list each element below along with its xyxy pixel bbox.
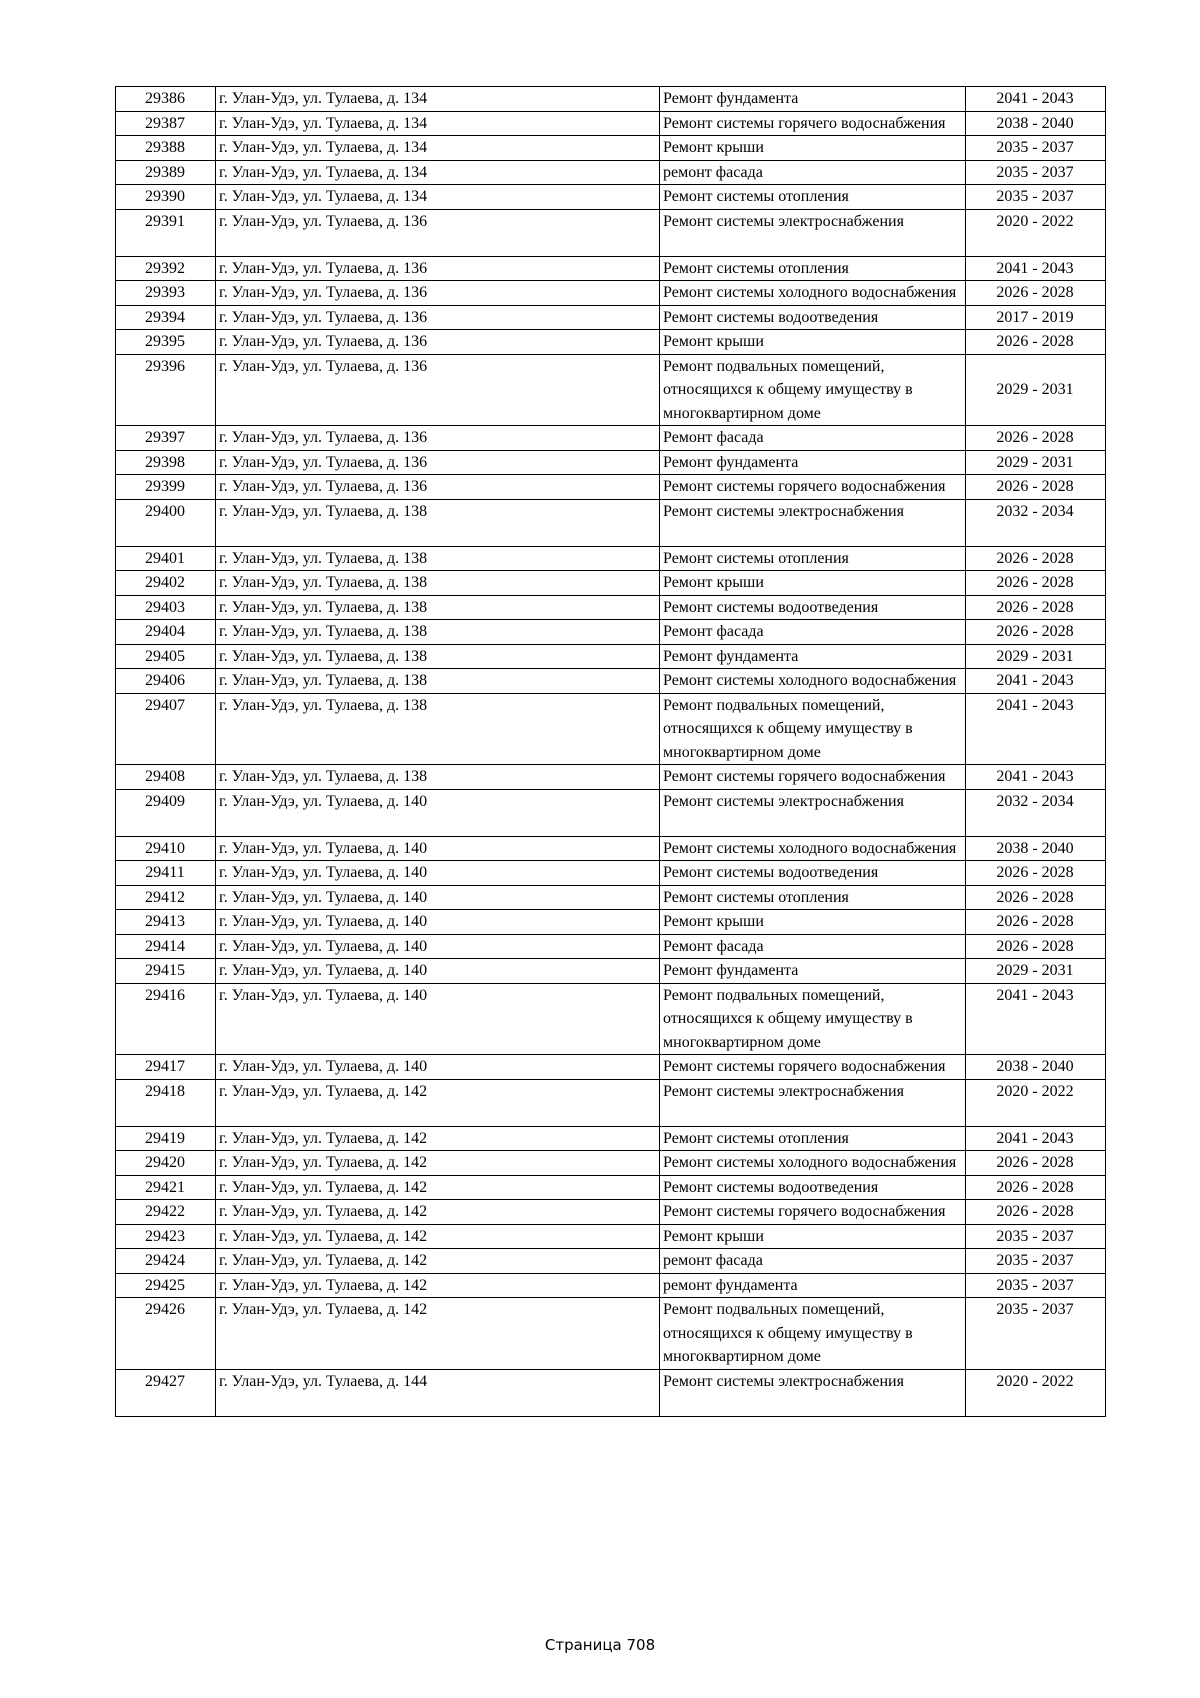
row-number: 29417: [116, 1055, 216, 1080]
row-number: 29402: [116, 571, 216, 596]
row-number: 29388: [116, 136, 216, 161]
table-row: [116, 185, 1106, 210]
address-cell: г. Улан-Удэ, ул. Тулаева, д. 140: [216, 836, 660, 861]
row-number: 29386: [116, 87, 216, 112]
period-cell: 2041 - 2043: [966, 256, 1106, 281]
row-number: 29397: [116, 426, 216, 451]
address-cell: г. Улан-Удэ, ул. Тулаева, д. 140: [216, 959, 660, 984]
period-cell: 2026 - 2028: [966, 620, 1106, 645]
period-cell: 2035 - 2037: [966, 136, 1106, 161]
address-cell: г. Улан-Удэ, ул. Тулаева, д. 134: [216, 185, 660, 210]
row-number: 29396: [116, 354, 216, 426]
table-row: [116, 160, 1106, 185]
address-cell: г. Улан-Удэ, ул. Тулаева, д. 140: [216, 1055, 660, 1080]
period-cell: 2026 - 2028: [966, 330, 1106, 355]
row-number: 29403: [116, 595, 216, 620]
address-cell: г. Улан-Удэ, ул. Тулаева, д. 138: [216, 765, 660, 790]
period-cell: 2020 - 2022: [966, 1079, 1106, 1126]
address-cell: г. Улан-Удэ, ул. Тулаева, д. 138: [216, 693, 660, 765]
work-type-cell: Ремонт фундамента: [660, 959, 966, 984]
period-cell: 2026 - 2028: [966, 595, 1106, 620]
period-cell: 2026 - 2028: [966, 885, 1106, 910]
address-cell: г. Улан-Удэ, ул. Тулаева, д. 142: [216, 1126, 660, 1151]
row-number: 29394: [116, 305, 216, 330]
period-cell: 2041 - 2043: [966, 1126, 1106, 1151]
period-cell: 2029 - 2031: [966, 959, 1106, 984]
repair-schedule-body: [116, 87, 1106, 1417]
table-row: [116, 1249, 1106, 1274]
period-cell: 2026 - 2028: [966, 281, 1106, 306]
table-row: [116, 136, 1106, 161]
row-number: 29404: [116, 620, 216, 645]
address-cell: г. Улан-Удэ, ул. Тулаева, д. 136: [216, 281, 660, 306]
period-cell: 2035 - 2037: [966, 1224, 1106, 1249]
table-row: [116, 1298, 1106, 1370]
address-cell: г. Улан-Удэ, ул. Тулаева, д. 144: [216, 1369, 660, 1416]
row-number: 29393: [116, 281, 216, 306]
period-cell: 2026 - 2028: [966, 475, 1106, 500]
work-type-cell: Ремонт системы холодного водоснабжения: [660, 1151, 966, 1176]
table-row: [116, 1175, 1106, 1200]
table-row: [116, 1224, 1106, 1249]
period-cell: 2041 - 2043: [966, 983, 1106, 1055]
row-number: 29421: [116, 1175, 216, 1200]
table-row: [116, 87, 1106, 112]
table-row: [116, 281, 1106, 306]
row-number: 29422: [116, 1200, 216, 1225]
period-cell: 2026 - 2028: [966, 1200, 1106, 1225]
work-type-cell: Ремонт системы электроснабжения: [660, 499, 966, 546]
row-number: 29412: [116, 885, 216, 910]
table-row: [116, 571, 1106, 596]
page-number: Страница 708: [544, 1636, 656, 1654]
period-cell: 2026 - 2028: [966, 546, 1106, 571]
address-cell: г. Улан-Удэ, ул. Тулаева, д. 136: [216, 330, 660, 355]
work-type-cell: Ремонт системы электроснабжения: [660, 789, 966, 836]
work-type-cell: Ремонт подвальных помещений, относящихся к общему имуществу в многоквартирном доме: [660, 354, 966, 426]
period-cell: 2035 - 2037: [966, 1249, 1106, 1274]
address-cell: г. Улан-Удэ, ул. Тулаева, д. 140: [216, 789, 660, 836]
period-cell: 2035 - 2037: [966, 160, 1106, 185]
period-cell: 2026 - 2028: [966, 1151, 1106, 1176]
period-cell: 2035 - 2037: [966, 185, 1106, 210]
work-type-cell: Ремонт системы горячего водоснабжения: [660, 765, 966, 790]
work-type-cell: Ремонт системы холодного водоснабжения: [660, 836, 966, 861]
address-cell: г. Улан-Удэ, ул. Тулаева, д. 142: [216, 1249, 660, 1274]
table-row: [116, 644, 1106, 669]
row-number: 29427: [116, 1369, 216, 1416]
row-number: 29389: [116, 160, 216, 185]
table-row: [116, 1126, 1106, 1151]
period-cell: 2041 - 2043: [966, 669, 1106, 694]
row-number: 29387: [116, 111, 216, 136]
work-type-cell: Ремонт системы водоотведения: [660, 861, 966, 886]
row-number: 29390: [116, 185, 216, 210]
row-number: 29407: [116, 693, 216, 765]
table-row: [116, 330, 1106, 355]
address-cell: г. Улан-Удэ, ул. Тулаева, д. 136: [216, 209, 660, 256]
period-cell: 2035 - 2037: [966, 1273, 1106, 1298]
work-type-cell: Ремонт системы отопления: [660, 546, 966, 571]
work-type-cell: Ремонт системы водоотведения: [660, 595, 966, 620]
address-cell: г. Улан-Удэ, ул. Тулаева, д. 136: [216, 256, 660, 281]
work-type-cell: Ремонт фасада: [660, 620, 966, 645]
row-number: 29414: [116, 934, 216, 959]
row-number: 29400: [116, 499, 216, 546]
row-number: 29420: [116, 1151, 216, 1176]
period-cell: 2029 - 2031: [966, 644, 1106, 669]
row-number: 29395: [116, 330, 216, 355]
table-row: [116, 450, 1106, 475]
address-cell: г. Улан-Удэ, ул. Тулаева, д. 138: [216, 669, 660, 694]
work-type-cell: Ремонт подвальных помещений, относящихся к общему имуществу в многоквартирном доме: [660, 693, 966, 765]
row-number: 29392: [116, 256, 216, 281]
work-type-cell: Ремонт системы горячего водоснабжения: [660, 1200, 966, 1225]
table-row: [116, 1369, 1106, 1416]
table-row: [116, 765, 1106, 790]
table-row: [116, 983, 1106, 1055]
table-row: [116, 836, 1106, 861]
work-type-cell: Ремонт системы отопления: [660, 256, 966, 281]
row-number: 29413: [116, 910, 216, 935]
address-cell: г. Улан-Удэ, ул. Тулаева, д. 140: [216, 910, 660, 935]
address-cell: г. Улан-Удэ, ул. Тулаева, д. 138: [216, 644, 660, 669]
work-type-cell: Ремонт системы горячего водоснабжения: [660, 111, 966, 136]
work-type-cell: Ремонт фундамента: [660, 87, 966, 112]
table-row: [116, 209, 1106, 256]
address-cell: г. Улан-Удэ, ул. Тулаева, д. 142: [216, 1079, 660, 1126]
row-number: 29423: [116, 1224, 216, 1249]
work-type-cell: Ремонт фасада: [660, 426, 966, 451]
address-cell: г. Улан-Удэ, ул. Тулаева, д. 138: [216, 546, 660, 571]
row-number: 29409: [116, 789, 216, 836]
table-row: [116, 910, 1106, 935]
period-cell: 2026 - 2028: [966, 910, 1106, 935]
period-cell: 2035 - 2037: [966, 1298, 1106, 1370]
table-row: [116, 1151, 1106, 1176]
table-row: [116, 861, 1106, 886]
address-cell: г. Улан-Удэ, ул. Тулаева, д. 142: [216, 1273, 660, 1298]
table-row: [116, 305, 1106, 330]
work-type-cell: Ремонт фундамента: [660, 644, 966, 669]
table-row: [116, 789, 1106, 836]
address-cell: г. Улан-Удэ, ул. Тулаева, д. 138: [216, 571, 660, 596]
work-type-cell: Ремонт подвальных помещений, относящихся к общему имуществу в многоквартирном доме: [660, 983, 966, 1055]
period-cell: 2032 - 2034: [966, 789, 1106, 836]
address-cell: г. Улан-Удэ, ул. Тулаева, д. 138: [216, 620, 660, 645]
table-row: [116, 426, 1106, 451]
period-cell: 2017 - 2019: [966, 305, 1106, 330]
address-cell: г. Улан-Удэ, ул. Тулаева, д. 138: [216, 499, 660, 546]
address-cell: г. Улан-Удэ, ул. Тулаева, д. 138: [216, 595, 660, 620]
period-cell: 2041 - 2043: [966, 765, 1106, 790]
row-number: 29401: [116, 546, 216, 571]
address-cell: г. Улан-Удэ, ул. Тулаева, д. 142: [216, 1200, 660, 1225]
table-row: [116, 1055, 1106, 1080]
row-number: 29424: [116, 1249, 216, 1274]
row-number: 29408: [116, 765, 216, 790]
work-type-cell: Ремонт крыши: [660, 910, 966, 935]
address-cell: г. Улан-Удэ, ул. Тулаева, д. 134: [216, 160, 660, 185]
address-cell: г. Улан-Удэ, ул. Тулаева, д. 140: [216, 861, 660, 886]
row-number: 29415: [116, 959, 216, 984]
address-cell: г. Улан-Удэ, ул. Тулаева, д. 134: [216, 136, 660, 161]
table-row: [116, 1200, 1106, 1225]
period-cell: 2026 - 2028: [966, 571, 1106, 596]
row-number: 29418: [116, 1079, 216, 1126]
work-type-cell: Ремонт фундамента: [660, 450, 966, 475]
address-cell: г. Улан-Удэ, ул. Тулаева, д. 134: [216, 111, 660, 136]
table-row: [116, 475, 1106, 500]
row-number: 29399: [116, 475, 216, 500]
work-type-cell: ремонт фундамента: [660, 1273, 966, 1298]
address-cell: г. Улан-Удэ, ул. Тулаева, д. 142: [216, 1175, 660, 1200]
work-type-cell: Ремонт системы отопления: [660, 885, 966, 910]
work-type-cell: Ремонт крыши: [660, 136, 966, 161]
table-row: [116, 1079, 1106, 1126]
address-cell: г. Улан-Удэ, ул. Тулаева, д. 142: [216, 1224, 660, 1249]
period-cell: 2041 - 2043: [966, 693, 1106, 765]
address-cell: г. Улан-Удэ, ул. Тулаева, д. 140: [216, 885, 660, 910]
table-row: [116, 959, 1106, 984]
period-cell: 2026 - 2028: [966, 1175, 1106, 1200]
repair-schedule-table: [115, 86, 1106, 1417]
work-type-cell: Ремонт системы водоотведения: [660, 1175, 966, 1200]
address-cell: г. Улан-Удэ, ул. Тулаева, д. 136: [216, 426, 660, 451]
work-type-cell: Ремонт системы холодного водоснабжения: [660, 281, 966, 306]
address-cell: г. Улан-Удэ, ул. Тулаева, д. 136: [216, 354, 660, 426]
table-row: [116, 669, 1106, 694]
table-row: [116, 934, 1106, 959]
work-type-cell: Ремонт крыши: [660, 330, 966, 355]
period-cell: 2038 - 2040: [966, 111, 1106, 136]
period-cell: 2038 - 2040: [966, 1055, 1106, 1080]
row-number: 29416: [116, 983, 216, 1055]
row-number: 29425: [116, 1273, 216, 1298]
period-cell: 2026 - 2028: [966, 426, 1106, 451]
period-cell: 2026 - 2028: [966, 861, 1106, 886]
work-type-cell: Ремонт системы горячего водоснабжения: [660, 1055, 966, 1080]
work-type-cell: Ремонт крыши: [660, 571, 966, 596]
address-cell: г. Улан-Удэ, ул. Тулаева, д. 136: [216, 305, 660, 330]
period-cell: 2020 - 2022: [966, 1369, 1106, 1416]
address-cell: г. Улан-Удэ, ул. Тулаева, д. 140: [216, 983, 660, 1055]
work-type-cell: Ремонт системы отопления: [660, 185, 966, 210]
row-number: 29411: [116, 861, 216, 886]
period-cell: 2038 - 2040: [966, 836, 1106, 861]
row-number: 29426: [116, 1298, 216, 1370]
address-cell: г. Улан-Удэ, ул. Тулаева, д. 134: [216, 87, 660, 112]
address-cell: г. Улан-Удэ, ул. Тулаева, д. 142: [216, 1298, 660, 1370]
table-row: [116, 354, 1106, 426]
table-row: [116, 256, 1106, 281]
period-cell: 2041 - 2043: [966, 87, 1106, 112]
table-row: [116, 499, 1106, 546]
work-type-cell: Ремонт системы водоотведения: [660, 305, 966, 330]
table-row: [116, 595, 1106, 620]
row-number: 29406: [116, 669, 216, 694]
row-number: 29398: [116, 450, 216, 475]
work-type-cell: Ремонт системы горячего водоснабжения: [660, 475, 966, 500]
row-number: 29405: [116, 644, 216, 669]
table-row: [116, 1273, 1106, 1298]
row-number: 29391: [116, 209, 216, 256]
row-number: 29410: [116, 836, 216, 861]
table-row: [116, 111, 1106, 136]
work-type-cell: Ремонт фасада: [660, 934, 966, 959]
table-row: [116, 885, 1106, 910]
work-type-cell: ремонт фасада: [660, 1249, 966, 1274]
period-cell: 2032 - 2034: [966, 499, 1106, 546]
row-number: 29419: [116, 1126, 216, 1151]
table-row: [116, 693, 1106, 765]
address-cell: г. Улан-Удэ, ул. Тулаева, д. 136: [216, 475, 660, 500]
period-cell: 2029 - 2031: [966, 450, 1106, 475]
work-type-cell: Ремонт крыши: [660, 1224, 966, 1249]
period-cell: 2020 - 2022: [966, 209, 1106, 256]
work-type-cell: Ремонт подвальных помещений, относящихся к общему имуществу в многоквартирном доме: [660, 1298, 966, 1370]
work-type-cell: Ремонт системы холодного водоснабжения: [660, 669, 966, 694]
work-type-cell: Ремонт системы электроснабжения: [660, 1079, 966, 1126]
period-cell: 2029 - 2031: [966, 354, 1106, 426]
table-row: [116, 546, 1106, 571]
address-cell: г. Улан-Удэ, ул. Тулаева, д. 142: [216, 1151, 660, 1176]
work-type-cell: ремонт фасада: [660, 160, 966, 185]
work-type-cell: Ремонт системы отопления: [660, 1126, 966, 1151]
address-cell: г. Улан-Удэ, ул. Тулаева, д. 140: [216, 934, 660, 959]
period-cell: 2026 - 2028: [966, 934, 1106, 959]
table-row: [116, 620, 1106, 645]
work-type-cell: Ремонт системы электроснабжения: [660, 209, 966, 256]
work-type-cell: Ремонт системы электроснабжения: [660, 1369, 966, 1416]
address-cell: г. Улан-Удэ, ул. Тулаева, д. 136: [216, 450, 660, 475]
